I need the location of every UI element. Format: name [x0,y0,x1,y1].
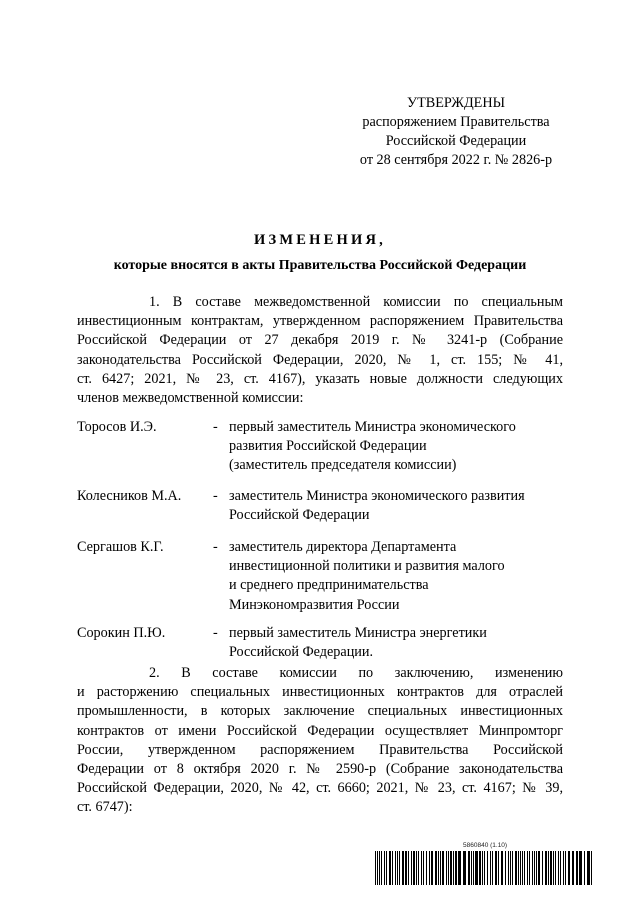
member-role [229,624,563,662]
member-role-line: развития Российской Федерации [229,438,427,455]
paragraph-line: Российской Федерации от 27 декабря 2019 г. № 3241-р (Собрание [77,332,563,349]
member-role-line: Российской Федерации [229,507,370,524]
member-role-line: (заместитель председателя комиссии) [229,457,457,474]
member-role [229,487,563,525]
paragraph-line: 1. В составе межведомственной комиссии по специальным [149,294,563,310]
member-role-line: Минэкономразвития России [229,596,400,613]
document-title: ИЗМЕНЕНИЯ, [254,232,386,248]
paragraph-line: России, утвержденном распоряжением Правительства Российской [77,741,563,758]
member-dash: - [213,625,218,641]
member-role-line: заместитель директора Департамента [229,539,457,555]
paragraph-line: промышленности, в которых заключение специальных инвестиционных [77,703,563,720]
member-role-line: инвестиционной политики и развития малого [229,558,505,575]
document-subtitle: которые вносятся в акты Правительства Российской Федерации [113,258,527,273]
paragraph-line: 2. В составе комиссии по заключению, изменению [149,665,563,681]
paragraph-2 [77,664,563,818]
paragraph-line: инвестиционным контрактам, утвержденном распоряжением Правительства [77,313,563,330]
member-role-line: заместитель Министра экономического развития [229,488,525,504]
member-name: Колесников М.А. [77,488,182,504]
member-role [229,538,563,615]
document-code: 5860840 (1.10) [463,842,508,849]
paragraph-line: законодательства Российской Федерации, 2020, № 1, ст. 155; № 41, [77,351,563,368]
member-dash: - [213,419,218,435]
approval-line: УТВЕРЖДЕНЫ [407,95,505,111]
approval-line: распоряжением Правительства [362,114,550,130]
paragraph-line: членов межведомственной комиссии: [77,390,304,407]
member-role [229,418,563,476]
member-name: Сорокин П.Ю. [77,625,166,641]
member-role-line: первый заместитель Министра экономического [229,419,516,435]
paragraph-line: ст. 6427; 2021, № 23, ст. 4167), указать новые должности следующих [77,370,563,387]
approval-stamp [340,94,572,170]
document-footer [375,840,595,890]
member-role-line: и среднего предпринимательства [229,577,429,594]
member-dash: - [213,488,218,504]
paragraph-line: контрактов от имени Российской Федерации осуществляет Минпромторг [77,722,563,739]
member-role-line: Российской Федерации. [229,644,374,661]
member-name: Торосов И.Э. [77,419,157,435]
barcode-icon [375,851,595,885]
paragraph-line: ст. 6747): [77,799,133,816]
approval-line: от 28 сентября 2022 г. № 2826-р [359,152,553,168]
approval-line: Российской Федерации [385,133,527,149]
paragraph-line: и расторжению специальных инвестиционных контрактов для отраслей [77,684,563,701]
paragraph-1 [77,293,563,408]
member-role-line: первый заместитель Министра энергетики [229,625,487,641]
member-dash: - [213,539,218,555]
paragraph-line: Федерации от 8 октября 2020 г. № 2590-р (Собрание законодательства [77,761,563,778]
member-name: Сергашов К.Г. [77,539,164,555]
paragraph-line: Российской Федерации, 2020, № 42, ст. 6660; 2021, № 23, ст. 4167; № 39, [77,780,563,797]
